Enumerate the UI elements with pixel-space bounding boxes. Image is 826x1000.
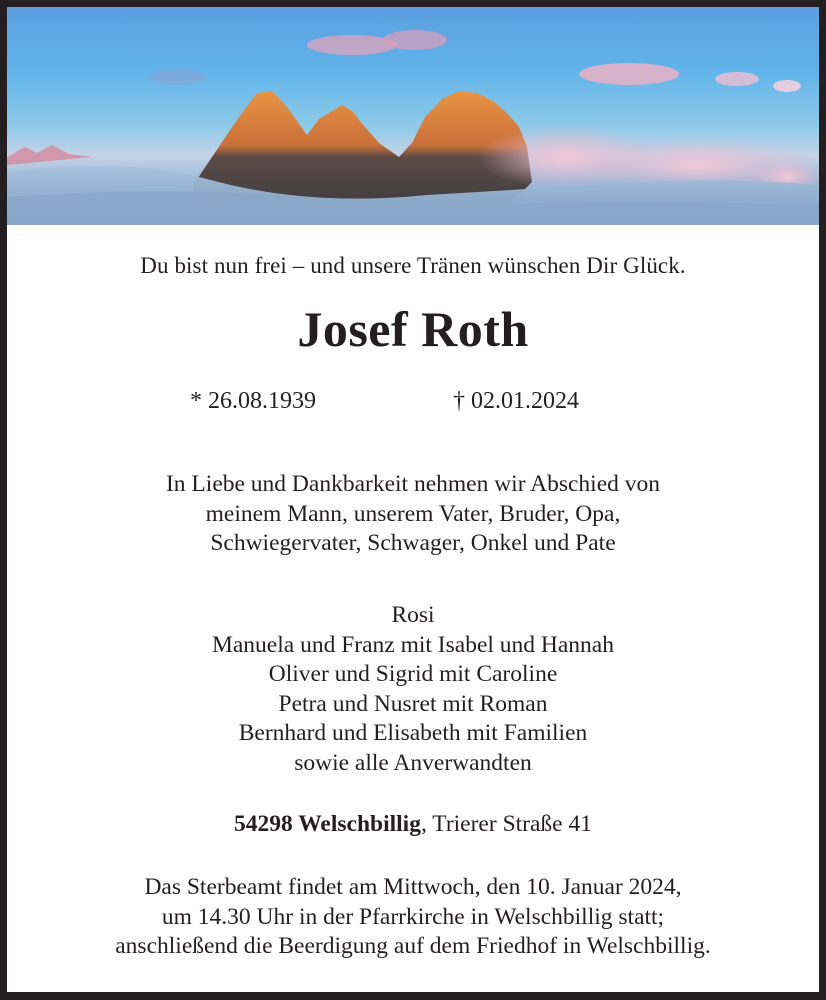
death-date: † 02.01.2024: [453, 388, 579, 414]
mourner-line: Oliver und Sigrid mit Caroline: [268, 661, 558, 687]
deceased-name: Josef Roth: [297, 301, 529, 357]
mountain-banner-image: [7, 7, 819, 225]
mourner-line: sowie alle Anverwandten: [294, 749, 532, 776]
farewell-line: In Liebe und Dankbarkeit nehmen wir Abschied von: [165, 471, 661, 497]
service-line: anschließend die Beerdigung auf dem Friedhof in Welschbillig.: [115, 933, 711, 959]
memorial-quote: Du bist nun frei – und unsere Tränen wünschen Dir Glück.: [140, 253, 686, 278]
mourners-list: [7, 601, 819, 778]
family-address: [7, 811, 819, 838]
mourner-line: Petra und Nusret mit Roman: [278, 690, 548, 717]
mountain-landscape-illustration: [7, 7, 819, 225]
service-line: um 14.30 Uhr in der Pfarrkirche in Welschbillig statt;: [161, 903, 665, 930]
mourner-line: Bernhard und Elisabeth mit Familien: [238, 720, 588, 746]
life-dates: [7, 388, 819, 418]
mourner-line: Manuela und Franz mit Isabel und Hannah: [211, 631, 614, 658]
farewell-text: [7, 470, 819, 559]
funeral-service-info: [7, 873, 819, 962]
service-line: Das Sterbeamt findet am Mittwoch, den 10. Januar 2024,: [144, 874, 682, 900]
birth-date: * 26.08.1939: [190, 388, 316, 414]
farewell-line: Schwiegervater, Schwager, Onkel und Pate: [210, 530, 616, 556]
farewell-line: meinem Mann, unserem Vater, Bruder, Opa,: [205, 500, 621, 527]
address-street: , Trierer Straße 41: [420, 811, 592, 837]
address-city: 54298 Welschbillig: [234, 811, 421, 837]
mourner-line: Rosi: [391, 602, 435, 628]
